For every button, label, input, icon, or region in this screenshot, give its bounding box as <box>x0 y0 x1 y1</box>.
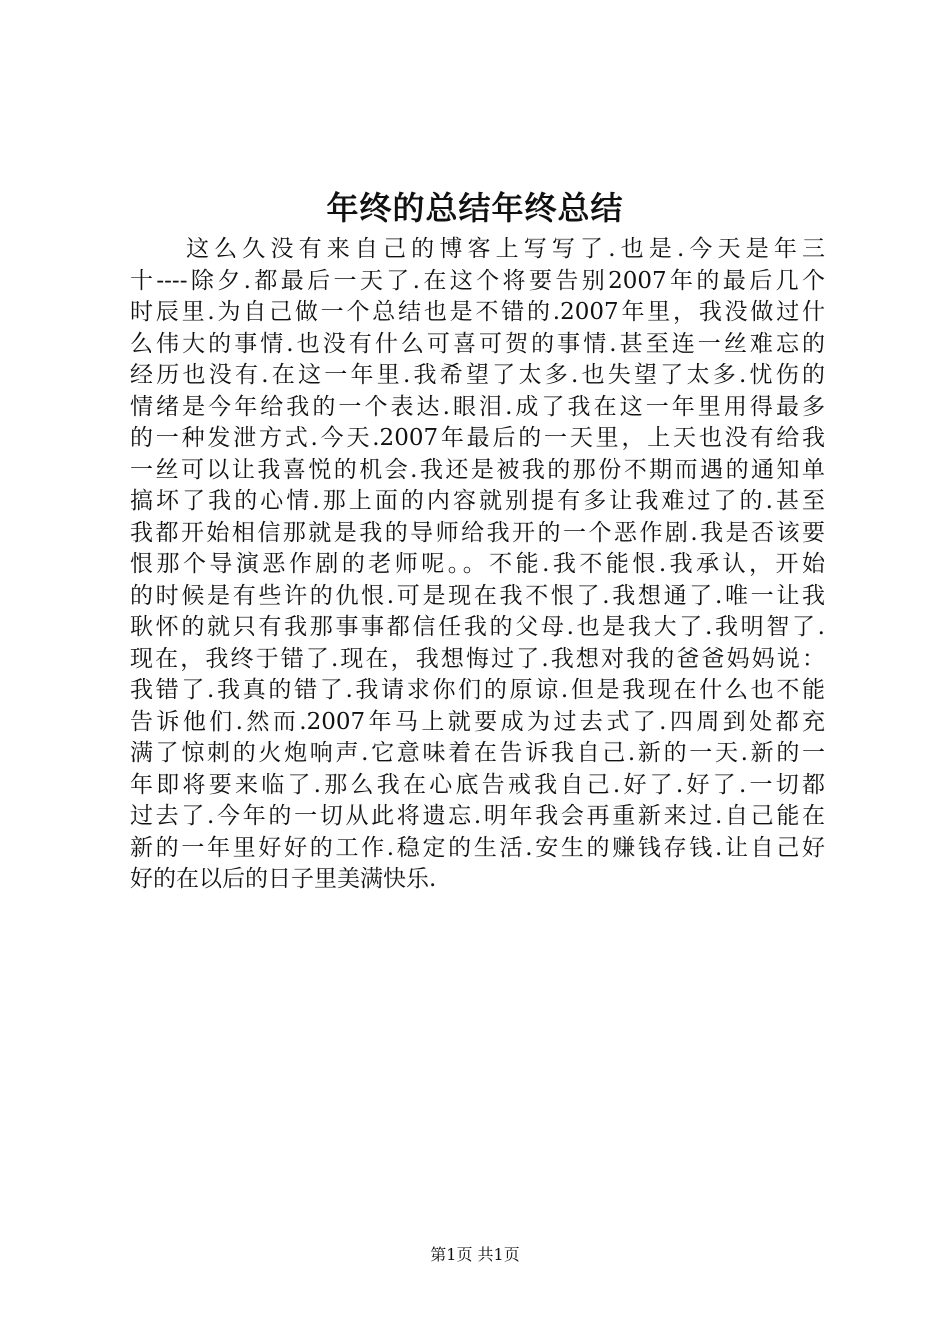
body-line: 满了惊刺的火炮响声.它意味着在告诉我自己.新的一天.新的一 <box>130 740 825 766</box>
body-line: 十----除夕.都最后一天了.在这个将要告别2007年的最后几个 <box>130 267 825 294</box>
body-line: 恨那个导演恶作剧的老师呢。。不能.我不能恨.我承认，开始 <box>130 551 825 577</box>
body-line-last: 好的在以后的日子里美满快乐. <box>130 866 437 892</box>
body-line: 告诉他们.然而.2007年马上就要成为过去式了.四周到处都充 <box>130 708 825 735</box>
body-line: 搞坏了我的心情.那上面的内容就别提有多让我难过了的.甚至 <box>130 488 825 514</box>
body-line: 经历也没有.在这一年里.我希望了太多.也失望了太多.忧伤的 <box>130 362 825 388</box>
body-line: 么伟大的事情.也没有什么可喜可贺的事情.甚至连一丝难忘的 <box>130 330 825 357</box>
body-line: 这么久没有来自己的博客上写写了.也是.今天是年三 <box>186 236 825 262</box>
body-line: 一丝可以让我喜悦的机会.我还是被我的那份不期而遇的通知单 <box>130 456 825 483</box>
body-line: 新的一年里好好的工作.稳定的生活.安生的赚钱存钱.让自己好 <box>130 834 825 861</box>
body-line: 的时候是有些许的仇恨.可是现在我不恨了.我想通了.唯一让我 <box>130 582 825 609</box>
body-line: 我都开始相信那就是我的导师给我开的一个恶作剧.我是否该要 <box>130 519 825 546</box>
document-title: 年终的总结年终总结 <box>326 189 624 227</box>
body-line: 现在，我终于错了.现在，我想悔过了.我想对我的爸爸妈妈说： <box>130 645 825 672</box>
document-body <box>130 234 825 896</box>
body-line: 的一种发泄方式.今天.2007年最后的一天里，上天也没有给我 <box>130 425 825 451</box>
body-line: 我错了.我真的错了.我请求你们的原谅.但是我现在什么也不能 <box>130 677 825 703</box>
body-line: 耿怀的就只有我那事事都信任我的父母.也是我大了.我明智了. <box>130 614 825 640</box>
body-line: 年即将要来临了.那么我在心底告戒我自己.好了.好了.一切都 <box>130 771 825 798</box>
body-line: 过去了.今年的一切从此将遗忘.明年我会再重新来过.自己能在 <box>130 803 825 829</box>
body-line: 情绪是今年给我的一个表达.眼泪.成了我在这一年里用得最多 <box>130 393 825 420</box>
page-number-footer: 第1页 共1页 <box>430 1245 520 1264</box>
body-line: 时辰里.为自己做一个总结也是不错的.2007年里，我没做过什 <box>130 299 825 325</box>
